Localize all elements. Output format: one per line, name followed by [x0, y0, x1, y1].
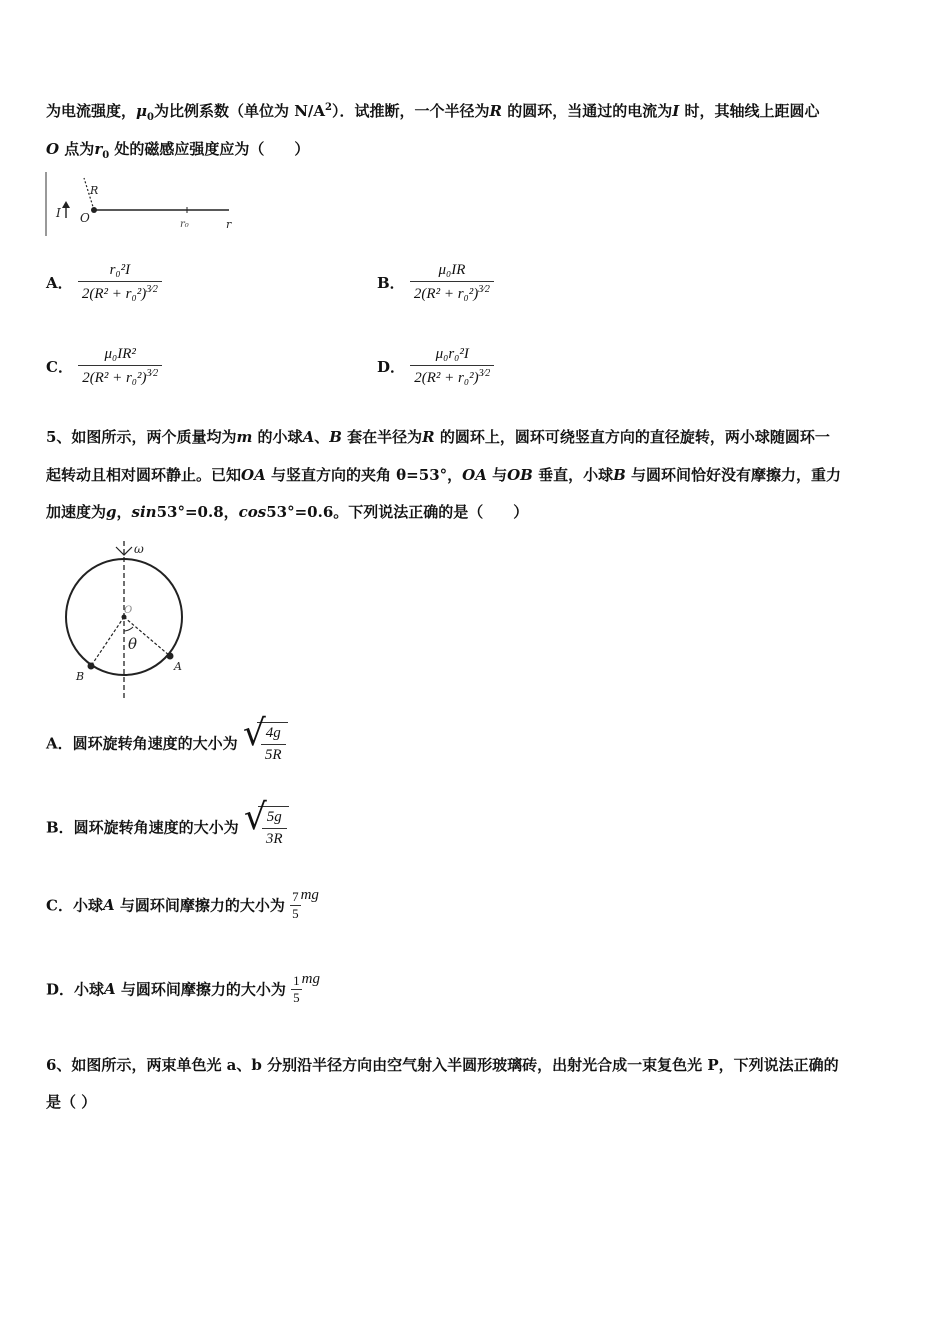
q5-fig-label-a: A [174, 660, 182, 673]
q4-fig-label-r0: r₀ [180, 219, 189, 230]
q4-fig-label-raxis: r [226, 218, 232, 231]
q5-fig-label-o: O [124, 605, 133, 616]
q4-line-2: O 点为$r_0$ 处的磁感应强度应为（ ） [46, 140, 310, 161]
q5-fig-label-theta: θ [128, 635, 138, 653]
q5-line-2: 起转动且相对圆环静止。已知OA 与竖直方向的夹角 θ=53°，OA 与OB 垂直，小球B 与圆环间恰好没有摩擦力，重力 [46, 466, 841, 484]
q5-line-3: 加速度为g，sin53°=0.8，cos53°=0.6。下列说法正确的是（ ） [46, 503, 529, 521]
q5-option-b[interactable]: B．圆环旋转角速度的大小为 √ $\frac{5g}{3R}$ [46, 806, 289, 848]
q4-fig-label-o: O [80, 211, 90, 225]
q4-option-a[interactable]: A． $\frac{\text{r₀²I}}{2(R^2 + r_0^2)^{3⁄2}}$ [46, 262, 162, 303]
q5-fig-label-b: B [76, 670, 85, 683]
q5-fig-label-omega: ω [134, 542, 144, 556]
q5-option-d[interactable]: D．小球A 与圆环间摩擦力的大小为 $\frac{1}{5}$ mg [46, 971, 320, 1005]
q4-axis-figure [44, 170, 244, 240]
q5-ring-figure [58, 535, 198, 705]
q4-option-b[interactable]: B． $\frac{\text{μ₀IR}}{2(R^2 + r_0^2)^{3⁄2}}$ [377, 262, 494, 303]
q6-line-2: 是（ ） [46, 1093, 97, 1111]
q5-option-a[interactable]: A．圆环旋转角速度的大小为 √ $\frac{4g}{5R}$ [46, 722, 288, 764]
q4-line-1: 为电流强度，$\mu_0$为比例系数（单位为 $N/A^2$）．试推断，一个半径为R 的圆环，当通过的电流为I 时，其轴线上距圆心 [46, 102, 820, 123]
q4-option-d[interactable]: D． $\frac{\text{μ₀r₀²I}}{2(R^2 + r_0^2)^{3⁄2}}$ [377, 346, 494, 387]
q5-option-c[interactable]: C．小球A 与圆环间摩擦力的大小为 $\frac{7}{5}$ mg [46, 887, 319, 921]
q4-option-c[interactable]: C． $\frac{\text{μ₀IR²}}{2(R^2 + r_0^2)^{3⁄2}}$ [46, 346, 162, 387]
q5-line-1: 5、如图所示，两个质量均为m 的小球A、B 套在半径为R 的圆环上，圆环可绕竖直方向的直径旋转，两小球随圆环一 [46, 428, 830, 446]
q4-fig-label-r: R [90, 184, 99, 197]
q4-fig-label-i: I [56, 206, 61, 220]
q6-line-1: 6、如图所示，两束单色光 a、b 分别沿半径方向由空气射入半圆形玻璃砖，出射光合成一束复色光 P，下列说法正确的 [46, 1056, 839, 1074]
